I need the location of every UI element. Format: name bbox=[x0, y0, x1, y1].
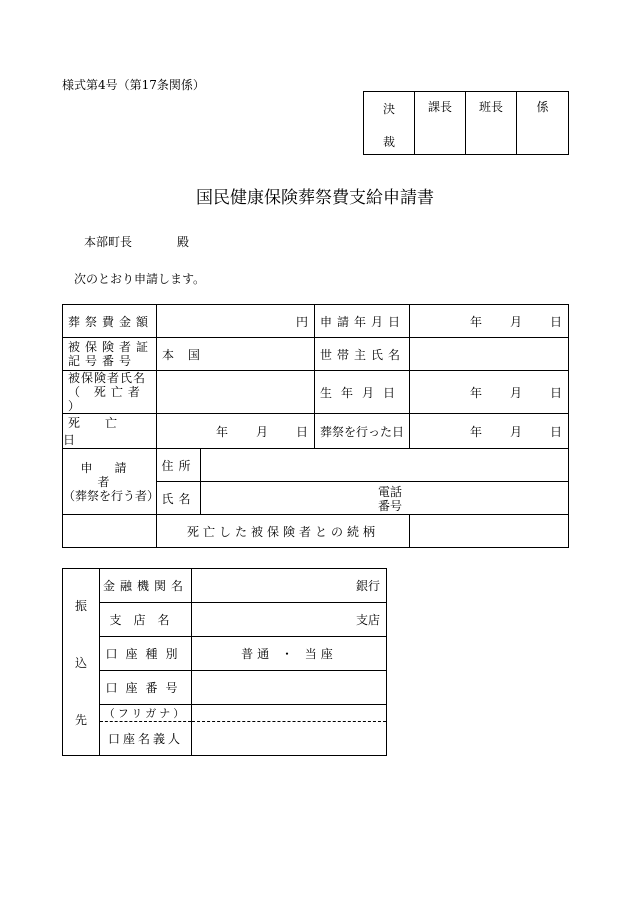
transfer-side-label: 振 込 先 bbox=[63, 569, 100, 756]
approval-box bbox=[363, 91, 569, 155]
funeral-date-label: 葬祭を行った日 bbox=[315, 414, 410, 449]
householder-field[interactable] bbox=[410, 338, 569, 371]
stamp-hancho[interactable]: 班長 bbox=[466, 92, 517, 155]
applicant-label: 申請者 （葬祭を行う者） bbox=[63, 449, 157, 515]
furigana-field[interactable] bbox=[192, 705, 387, 722]
application-date-label: 申請年月日 bbox=[315, 305, 410, 338]
account-holder-label: 口座名義人 bbox=[100, 722, 192, 756]
kessai-cell bbox=[364, 92, 415, 155]
application-date-field[interactable]: 年 月 日 bbox=[410, 305, 569, 338]
death-date-label: 死亡日 bbox=[63, 414, 157, 449]
death-date-field[interactable]: 年 月 日 bbox=[157, 414, 315, 449]
branch-field[interactable]: 支店 bbox=[192, 603, 387, 637]
funeral-amount-label: 葬祭費金額 bbox=[63, 305, 157, 338]
intro-text: 次のとおり申請します。 bbox=[74, 272, 206, 286]
application-table bbox=[62, 304, 569, 548]
addressee-name: 本部町長 bbox=[84, 235, 133, 249]
address-field[interactable] bbox=[201, 449, 569, 482]
stamp-kacho[interactable]: 課長 bbox=[415, 92, 466, 155]
birth-date-field[interactable]: 年 月 日 bbox=[410, 371, 569, 414]
funeral-amount-field[interactable] bbox=[157, 305, 315, 338]
bank-table bbox=[62, 568, 387, 756]
relationship-field[interactable] bbox=[410, 515, 569, 548]
relationship-label: 死亡した被保険者との続柄 bbox=[157, 515, 410, 548]
birth-date-label: 生年月日 bbox=[315, 371, 410, 414]
householder-label: 世帯主氏名 bbox=[315, 338, 410, 371]
page-title: 国民健康保険葬祭費支給申請書 bbox=[196, 188, 434, 208]
kessai-top: 決 bbox=[382, 102, 395, 116]
furigana-label: （フリガナ） bbox=[100, 705, 192, 722]
branch-label: 支店名 bbox=[100, 603, 192, 637]
bank-name-field[interactable]: 銀行 bbox=[192, 569, 387, 603]
addressee-honorific: 殿 bbox=[177, 235, 190, 249]
form-id: 様式第4号（第17条関係） bbox=[62, 78, 205, 92]
stamp-kakari[interactable]: 係 bbox=[517, 92, 569, 155]
account-type-field[interactable]: 普通 ・ 当座 bbox=[192, 637, 387, 671]
insured-cert-label: 被保険者証 記号番号 bbox=[63, 338, 157, 371]
insured-name-label: 被保険者氏名 （ 死亡者 ） bbox=[63, 371, 157, 414]
insured-name-field[interactable] bbox=[157, 371, 315, 414]
name-label: 氏名 bbox=[157, 482, 201, 515]
account-number-field[interactable] bbox=[192, 671, 387, 705]
relationship-blank bbox=[63, 515, 157, 548]
name-phone-field[interactable] bbox=[201, 482, 569, 515]
bank-name-label: 金融機関名 bbox=[100, 569, 192, 603]
account-number-label: 口座番号 bbox=[100, 671, 192, 705]
phone-label: 電話 番号 bbox=[378, 484, 403, 513]
kessai-bottom: 裁 bbox=[382, 135, 395, 149]
account-type-label: 口座種別 bbox=[100, 637, 192, 671]
insured-cert-field[interactable]: 本 国 bbox=[157, 338, 315, 371]
address-label: 住所 bbox=[157, 449, 201, 482]
account-holder-field[interactable] bbox=[192, 722, 387, 756]
funeral-date-field[interactable]: 年 月 日 bbox=[410, 414, 569, 449]
yen-unit: 円 bbox=[296, 314, 309, 329]
